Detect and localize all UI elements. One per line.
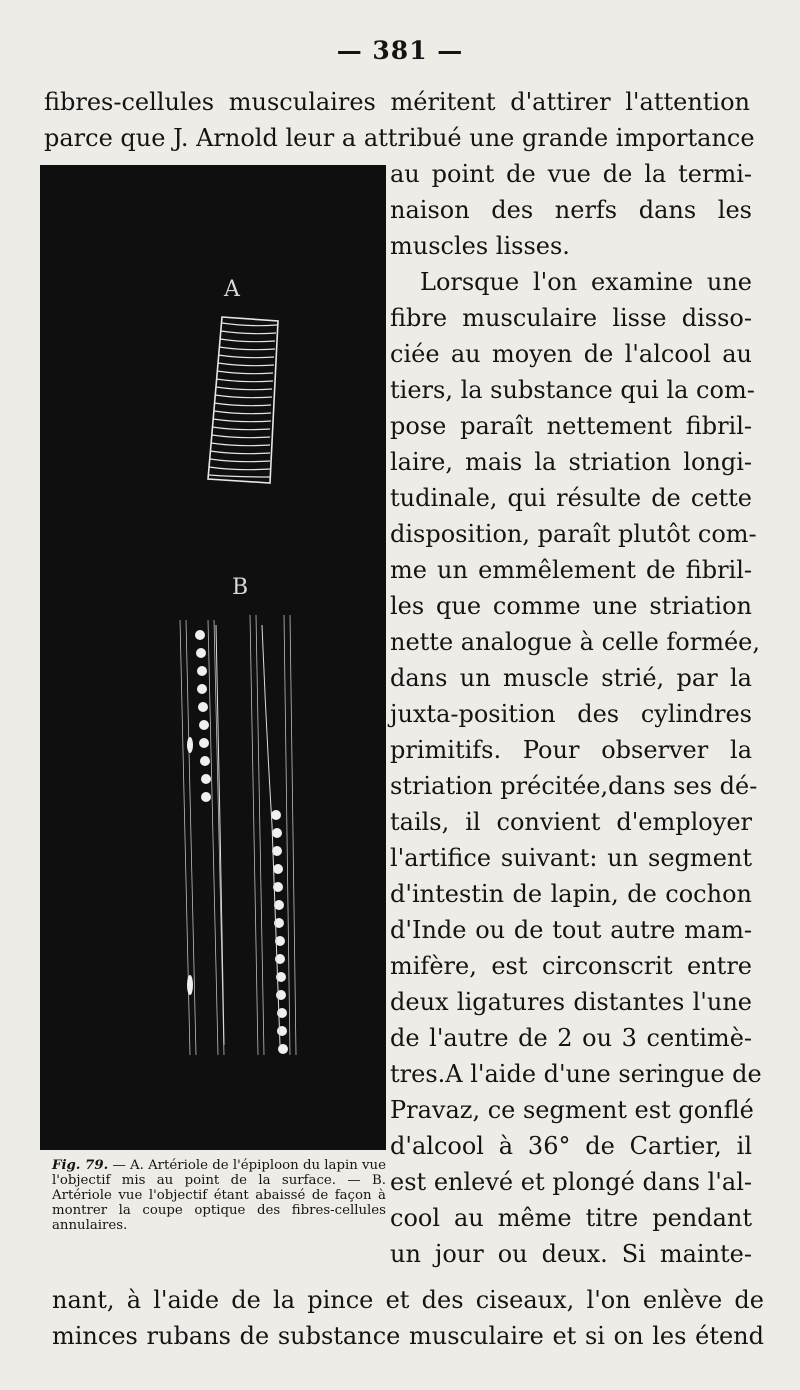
body-line-col-31: un jour ou deux. Si mainte- bbox=[390, 1240, 752, 1268]
body-line-col-28: d'alcool à 36° de Cartier, il bbox=[390, 1132, 752, 1160]
body-line-top-2: parce que J. Arnold leur a attribué une grande importance bbox=[44, 124, 755, 152]
body-line-bottom-2: minces rubans de substance musculaire et si on les étend bbox=[52, 1322, 764, 1350]
body-line-col-16: juxta-position des cylindres bbox=[390, 700, 752, 728]
arteriole-a-drawing bbox=[208, 317, 278, 483]
body-line-col-14: nette analogue à celle formée, bbox=[390, 628, 760, 656]
body-line-top-1: fibres-cellules musculaires méritent d'attirer l'attention bbox=[44, 88, 750, 116]
body-line-col-5: fibre musculaire lisse disso- bbox=[390, 304, 752, 332]
body-line-col-9: laire, mais la striation longi- bbox=[390, 448, 752, 476]
figure-caption bbox=[52, 1158, 386, 1233]
body-line-bottom-1: nant, à l'aide de la pince et des ciseaux, l'on enlève de bbox=[52, 1286, 764, 1314]
body-line-col-15: dans un muscle strié, par la bbox=[390, 664, 752, 692]
body-line-col-27: Pravaz, ce segment est gonflé bbox=[390, 1096, 754, 1124]
vessel-wall-chain bbox=[216, 625, 280, 1045]
body-line-col-12: me un emmêlement de fibril- bbox=[390, 556, 752, 584]
figure-label-a: A bbox=[224, 277, 240, 302]
body-line-col-25: de l'autre de 2 ou 3 centimè- bbox=[390, 1024, 752, 1052]
body-line-col-19: tails, il convient d'employer bbox=[390, 808, 752, 836]
body-line-col-26: tres.A l'aide d'une seringue de bbox=[390, 1060, 762, 1088]
body-line-col-3: muscles lisses. bbox=[390, 232, 570, 260]
figure-label-b: B bbox=[232, 575, 249, 600]
body-line-col-10: tudinale, qui résulte de cette bbox=[390, 484, 752, 512]
body-line-col-13: les que comme une striation bbox=[390, 592, 752, 620]
page-number: — 381 — bbox=[336, 36, 464, 65]
body-line-col-20: l'artifice suivant: un segment bbox=[390, 844, 752, 872]
body-line-col-22: d'Inde ou de tout autre mam- bbox=[390, 916, 752, 944]
body-line-col-7: tiers, la substance qui la com- bbox=[390, 376, 755, 404]
body-line-col-17: primitifs. Pour observer la bbox=[390, 736, 752, 764]
body-line-col-1: au point de vue de la termi- bbox=[390, 160, 752, 188]
body-line-col-2: naison des nerfs dans les bbox=[390, 196, 752, 224]
body-line-col-6: ciée au moyen de l'alcool au bbox=[390, 340, 752, 368]
arteriole-illustration bbox=[40, 165, 386, 1150]
body-line-col-29: est enlevé et plongé dans l'al- bbox=[390, 1168, 752, 1196]
body-line-col-8: pose paraît nettement fibril- bbox=[390, 412, 752, 440]
body-line-col-24: deux ligatures distantes l'une bbox=[390, 988, 752, 1016]
body-line-col-11: disposition, paraît plutôt com- bbox=[390, 520, 757, 548]
figure-plate bbox=[40, 165, 386, 1150]
body-line-col-30: cool au même titre pendant bbox=[390, 1204, 752, 1232]
figure-caption-text: — A. Artériole de l'épiploon du lapin vue l'objectif mis au point de la surface. — B. Artériole vue l'objectif étant abaissé de façon à montrer la coupe optique des fibres-cellules annulaires. bbox=[52, 1158, 386, 1233]
body-line-col-23: mifère, est circonscrit entre bbox=[390, 952, 752, 980]
body-line-col-4: Lorsque l'on examine une bbox=[420, 268, 752, 296]
figure-number: Fig. 79. bbox=[52, 1158, 109, 1173]
body-line-col-18: striation précitée,dans ses dé- bbox=[390, 772, 758, 800]
body-line-col-21: d'intestin de lapin, de cochon bbox=[390, 880, 752, 908]
